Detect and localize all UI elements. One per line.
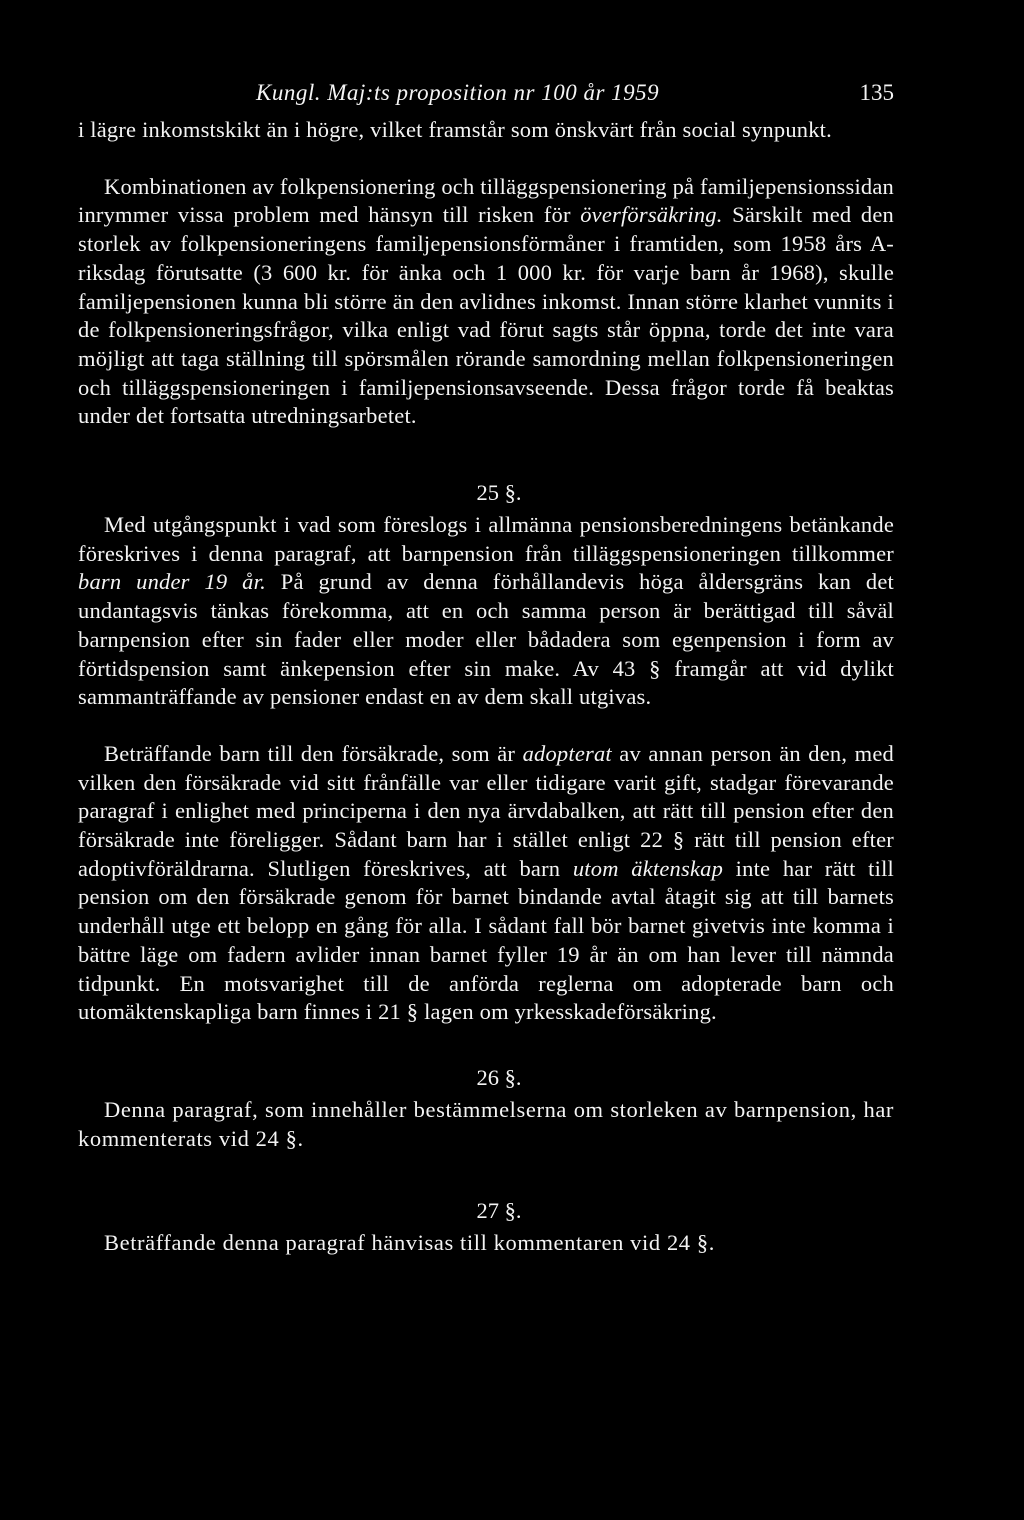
paragraph-section-27 [78,1229,894,1258]
document-page [78,76,894,1258]
paragraph-child-pension-age [78,511,894,712]
paragraph-text: Särskilt med den storlek av folkpensioneringens familjepensionsförmåner i framtiden, som 1958 års A-riksdag förutsatte (3 600 kr. för änka och 1 000 kr. för varje barn år 1968), skulle familjepensionen kunna bli större än den avlidnes inkomst. Innan större klarhet vunnits i de folkpensioneringsfrågor, vilka enligt vad förut sagts står öppna, torde det inte vara möjligt att taga ställning till spörsmålen rörande samordning mellan folkpensioneringen och tilläggspensioneringen i familjepensionsavseende. Dessa frågor torde få beaktas under det fortsatta utredningsarbetet. [78,202,894,429]
paragraph-text: inte har rätt till pension om den försäkrade genom för barnet bindande avtal åtagit sig att till barnets underhåll utge ett belopp en gång för alla. I sådant fall bör barnet givetvis inte komma i bättre läge om fadern avlider innan barnet fyller 19 år än om han lever till nämnda tidpunkt. En motsvarighet till de anförda reglerna om adopterade barn och utomäktenskapliga barn finnes i 21 § lagen om yrkesskadeförsäkring. [78,855,894,1025]
paragraph-text: Kombinationen av folkpensionering och tilläggspensionering på familjepensionssidan inrymmer vissa problem med hänsyn till risken för [78,173,894,228]
emphasis-text: utom äktenskap [572,855,724,881]
paragraph-text: Beträffande denna paragraf hänvisas till kommentaren vid 24 §. [104,1230,715,1256]
emphasis-text: barn under 19 år. [78,569,266,595]
paragraph-continued [78,116,894,145]
emphasis-text: överförsäkring. [580,202,723,228]
paragraph-section-26 [78,1096,894,1153]
section-heading-27: 27 §. [476,1198,522,1224]
paragraph-overinsurance [78,173,894,431]
page-number: 135 [859,80,894,105]
paragraph-text: På grund av denna förhållandevis höga åldersgräns kan det undantagsvis tänkas förekomma, att en och samma person är berättigad till såväl barnpension efter sin fader eller moder eller bådadera som egenpension i form av förtidspension samt änkepension efter sin make. Av 43 § framgår att vid dylikt sammanträffande av pensioner endast en av dem skall utgivas. [78,569,894,710]
paragraph-text: Beträffande barn till den försäkrade, som är [104,740,523,766]
paragraph-text: Denna paragraf, som innehåller bestämmelserna om storleken av barnpension, har kommenterats vid 24 §. [78,1096,894,1151]
paragraph-text: i lägre inkomstskikt än i högre, vilket framstår som önskvärt från social synpunkt. [78,117,832,142]
section-heading-25: 25 §. [476,480,522,506]
paragraph-text: av annan person än den, med vilken den försäkrade vid sitt frånfälle var eller tidigare varit gift, stadgar förevarande paragraf i enlighet med principerna i den nya ärvdabalken, att rätt till pension efter den försäkrade inte föreligger. Sådant barn har i stället enligt 22 § rätt till pension efter adoptivföräldrarna. Slutligen föreskrives, att barn [78,740,894,881]
header-title: Kungl. Maj:ts proposition nr 100 år 1959 [256,80,660,105]
emphasis-text: adopterat [522,740,612,766]
paragraph-adopted-children [78,740,894,1027]
paragraph-text: Med utgångspunkt i vad som föreslogs i allmänna pensionsberedningens betänkande föreskrives i denna paragraf, att barnpension från tilläggspensioneringen tillkommer [78,512,894,566]
running-header [78,76,894,110]
section-heading-26: 26 §. [476,1064,522,1090]
